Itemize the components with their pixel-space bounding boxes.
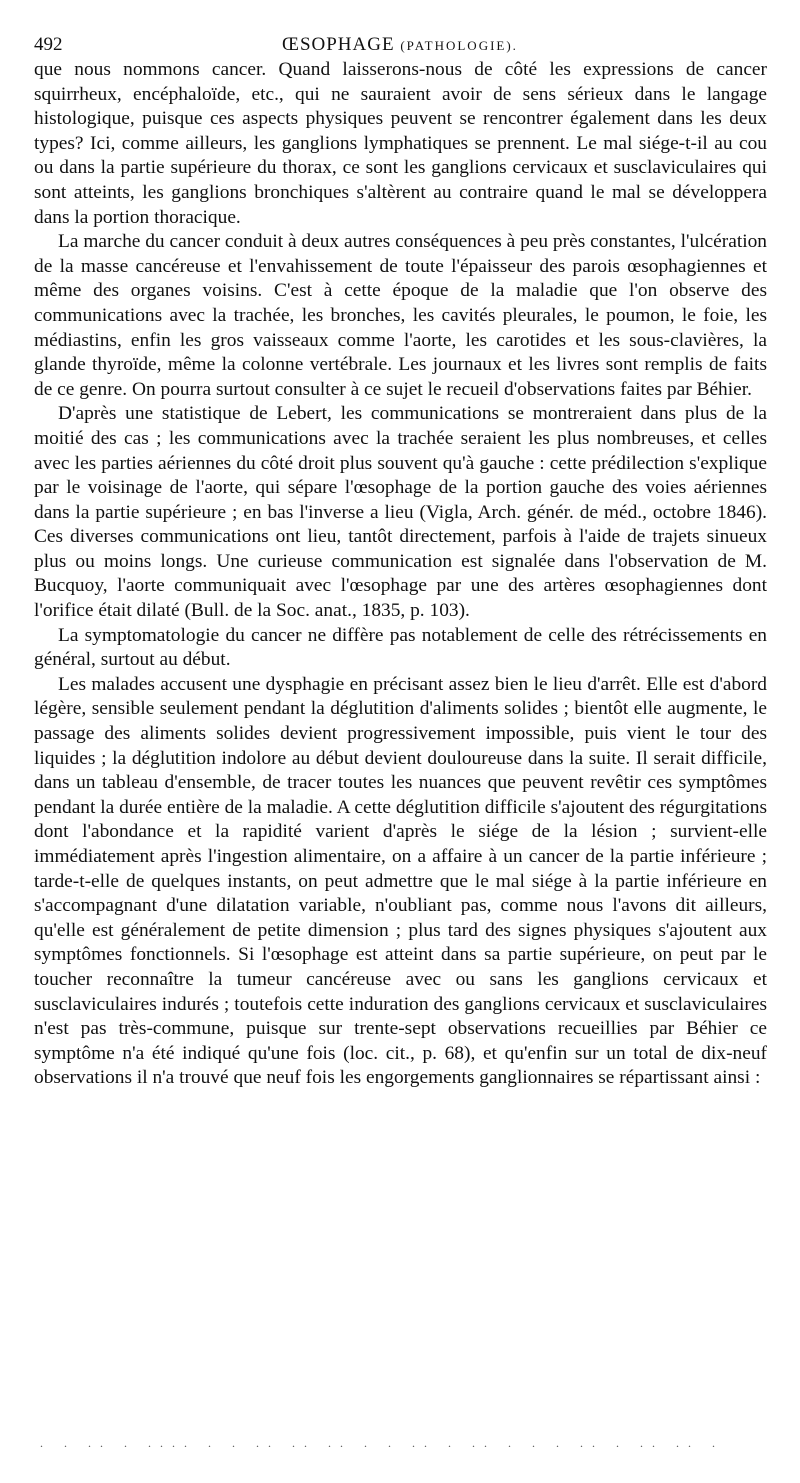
page-number: 492: [34, 34, 63, 55]
running-header: [34, 30, 766, 60]
paragraph: D'après une statistique de Lebert, les communications se montreraient dans plus de la moitié des cas ; les communications avec la trachée seraient les plus nombreuses, et celles avec les parties aériennes du côté droit plus souvent qu'à gauche : cette prédilection s'explique par le voisinage de l'aorte, qui sépare l'œsophage de la portion gauche des voies aériennes dans la partie supérieure ; en bas l'inverse a lieu (Vigla, Arch. génér. de méd., octobre 1846). Ces diverses communications ont lieu, tantôt directement, parfois à l'aide de trajets sinueux plus ou moins longs. Une curieuse communication est signalée dans l'observation de M. Bucquoy, l'aorte communiquait avec l'œsophage par une des artères œsophagiennes dont l'orifice était dilaté (Bull. de la Soc. anat., 1835, p. 103).: [34, 403, 767, 622]
running-title: [34, 30, 766, 61]
paragraph: Les malades accusent une dysphagie en précisant assez bien le lieu d'arrêt. Elle est d'abord légère, sensible seulement pendant la déglutition d'aliments solides ; bientôt elle augmente, le passage des aliments solides devient progressivement impossible, puis vient le tour des liquides ; la déglutition indolore au début devient douloureuse dans la suite. Il serait difficile, dans un tableau d'ensemble, de tracer toutes les nuances que peuvent revêtir ces symptômes pendant la durée entière de la maladie. A cette déglutition difficile s'ajoutent des régurgitations dont l'abondance et la rapidité varient d'après le siége de la lésion ; survient-elle immédiatement après l'ingestion alimentaire, on a affaire à un cancer de la partie inférieure ; tarde-t-elle de quelques instants, on peut admettre que le mal siége à la partie inférieure en s'accompagnant d'une dilatation variable, n'oubliant pas, comme nous l'avons dit ailleurs, qu'elle est généralement de petite dimension ; plus tard des signes physiques s'ajoutent aux symptômes fonctionnels. Si l'œsophage est atteint dans sa partie supérieure, on peut par le toucher reconnaître la tumeur cancéreuse avec ou sans les ganglions cervicaux et susclaviculaires indurés ; toutefois cette induration des ganglions cervicaux et susclaviculaires n'est pas très-commune, puisque sur trente-sept observations recueillies par Béhier ce symptôme n'a été indiqué qu'une fois (loc. cit., p. 68), et qu'enfin sur un total de dix-neuf observations il n'a trouvé que neuf fois les engorgements ganglionnaires se répartissant ainsi :: [34, 673, 767, 1089]
paragraph: La marche du cancer conduit à deux autres conséquences à peu près constantes, l'ulcération de la masse cancéreuse et l'envahissement de toute l'épaisseur des parois œsophagiennes et même des organes voisins. C'est à cette époque de la maladie que l'on observe des communications avec la trachée, les bronches, les cavités pleurales, le poumon, le foie, les médiastins, enfin les gros vaisseaux comme l'aorte, les carotides et les sous-clavières, la glande thyroïde, même la colonne vertébrale. Les journaux et les livres sont remplis de faits de ce genre. On pourra surtout consulter à ce sujet le recueil d'observations faites par Béhier.: [34, 231, 767, 400]
paragraph: La symptomatologie du cancer ne diffère pas notablement de celle des rétrécissements en général, surtout au début.: [34, 624, 767, 671]
body-text: [34, 58, 767, 1091]
paragraph: que nous nommons cancer. Quand laisserons-nous de côté les expressions de cancer squirrheux, encéphaloïde, etc., qui ne sauraient avoir de sens sérieux dans le langage histologique, puisque ces aspects physiques peuvent se rencontrer également dans les deux types? Ici, comme ailleurs, les ganglions lymphatiques se prennent. Le mal siége-t-il au cou ou dans la partie supérieure du thorax, ce sont les ganglions cervicaux et susclaviculaires qui sont atteints, les ganglions bronchiques s'altèrent au contraire quand le mal se développera dans la portion thoracique.: [34, 59, 767, 228]
running-title-sub: (PATHOLOGIE).: [400, 38, 518, 53]
running-title-main: ŒSOPHAGE: [282, 34, 395, 55]
footer-marks: . . .. . .... . . .. .. .. . . .. . .. . . . .. . .. .. .: [40, 1436, 724, 1448]
